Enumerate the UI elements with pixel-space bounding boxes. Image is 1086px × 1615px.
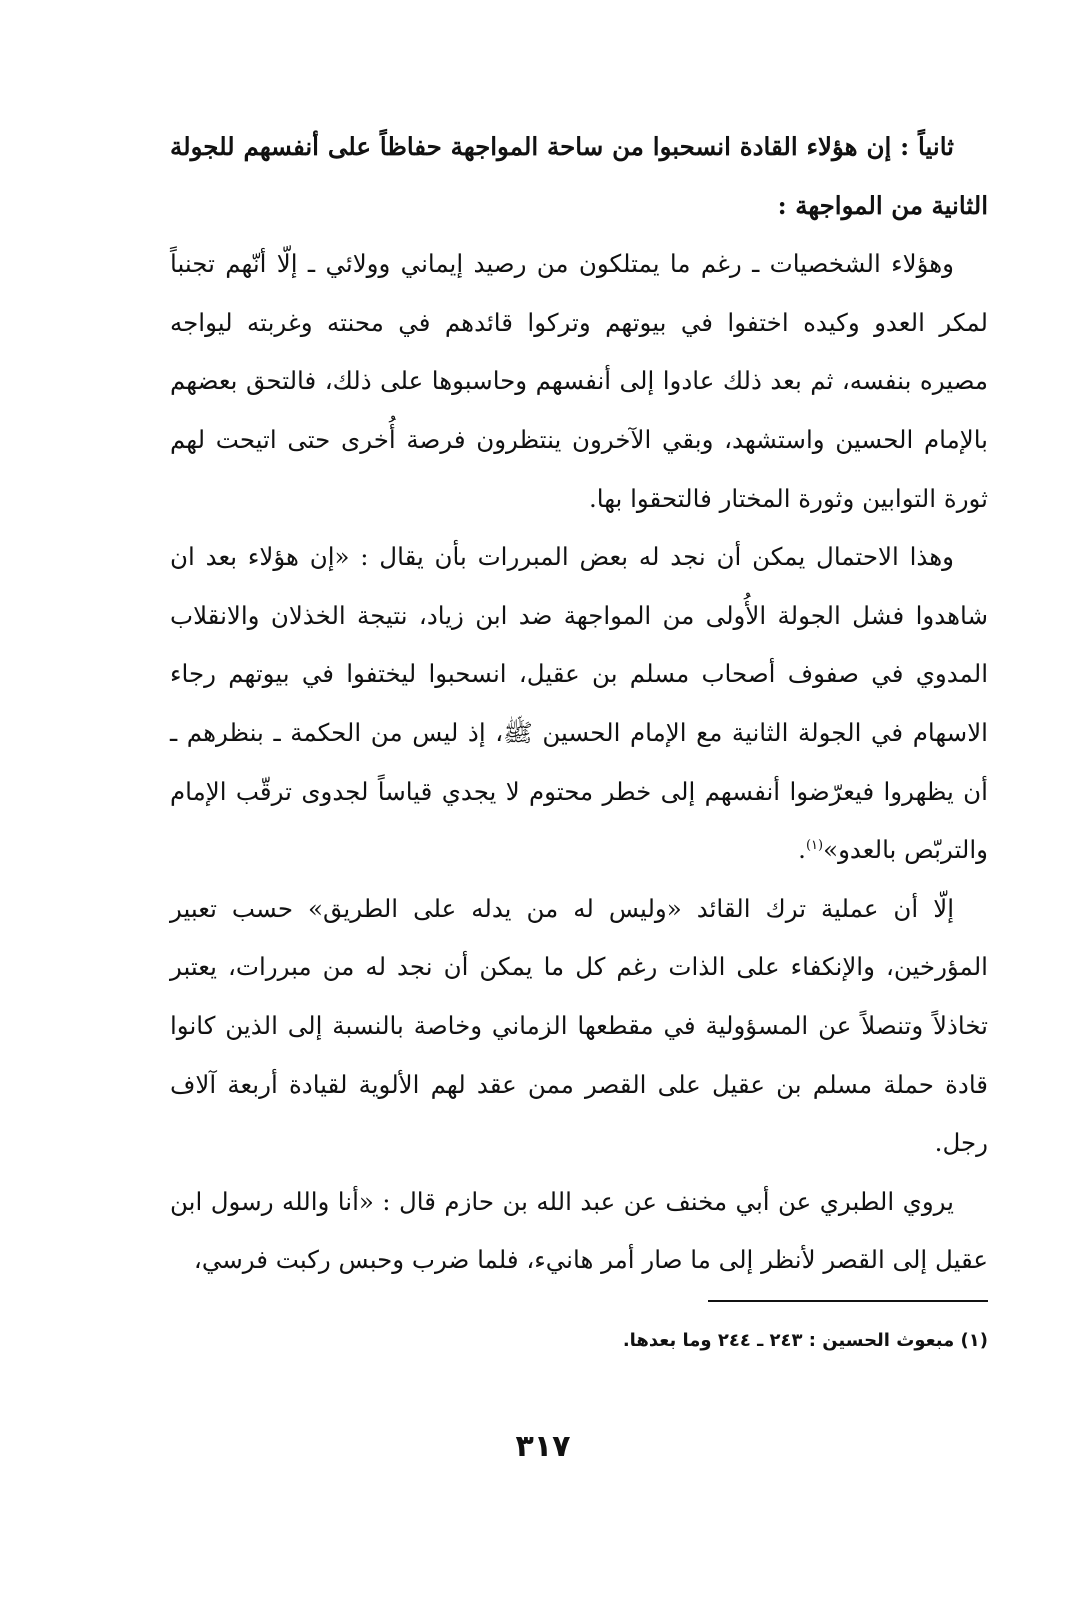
page-number: ٣١٧ bbox=[515, 1429, 571, 1464]
body-text bbox=[170, 118, 988, 1290]
footnote: (١) مبعوث الحسين : ٢٤٣ ـ ٢٤٤ وما بعدها. bbox=[622, 1330, 988, 1351]
paragraph-probability bbox=[170, 528, 988, 880]
paragraph-point-two: ثانياً : إن هؤلاء القادة انسحبوا من ساحة المواجهة حفاظاً على أنفسهم للجولة الثانية من المواجهة : bbox=[170, 132, 988, 220]
paragraph-tabari-narration: يروي الطبري عن أبي مخنف عن عبد الله بن حازم قال : «أنا والله رسول ابن عقيل إلى القصر لأنظر إلى ما صار أمر هانيء، فلما ضرب وحبس ركبت فرسي، bbox=[170, 1186, 988, 1275]
paragraph-abandonment: إلّا أن عملية ترك القائد «وليس له من يدله على الطريق» حسب تعبير المؤرخين، والإنكفاء على الذات رغم كل ما يمكن أن نجد له من مبررات، يعتبر تخاذلاً وتنصلاً عن المسؤولية في مقطعها الزماني وخاصة بالنسبة إلى الذين كانوا قادة حملة مسلم بن عقيل على القصر ممن عقد لهم الألوية لقيادة أربعة آلاف رجل. bbox=[170, 893, 988, 1158]
footnote-reference: (١) bbox=[805, 837, 824, 853]
paragraph-probability-text: وهذا الاحتمال يمكن أن نجد له بعض المبررات بأن يقال : «إن هؤلاء بعد ان شاهدوا فشل الجولة الأُولى من المواجهة ضد ابن زياد، نتيجة الخذلان والانقلاب المدوي في صفوف أصحاب مسلم بن عقيل، انسحبوا ليختفوا في بيوتهم رجاء الاسهام في الجولة الثانية مع الإمام الحسين ﷺ، إذ ليس من الحكمة ـ بنظرهم ـ أن يظهروا فيعرّضوا أنفسهم إلى خطر محتوم لا يجدي قياساً لجدوى ترقّب الإمام والتربّص بالعدو» bbox=[170, 542, 988, 865]
footnote-separator bbox=[708, 1300, 988, 1302]
paragraph-personalities: وهؤلاء الشخصيات ـ رغم ما يمتلكون من رصيد إيماني وولائي ـ إلّا أنّهم تجنباً لمكر العدو وكيده اختفوا في بيوتهم وتركوا قائدهم في محنته وغربته ليواجه مصيره بنفسه، ثم بعد ذلك عادوا إلى أنفسهم وحاسبوها على ذلك، فالتحق بعضهم بالإمام الحسين واستشهد، وبقي الآخرون ينتظرون فرصة أُخرى حتى اتيحت لهم ثورة التوابين وثورة المختار فالتحقوا بها. bbox=[170, 249, 988, 513]
paragraph-probability-tail: . bbox=[798, 835, 806, 865]
